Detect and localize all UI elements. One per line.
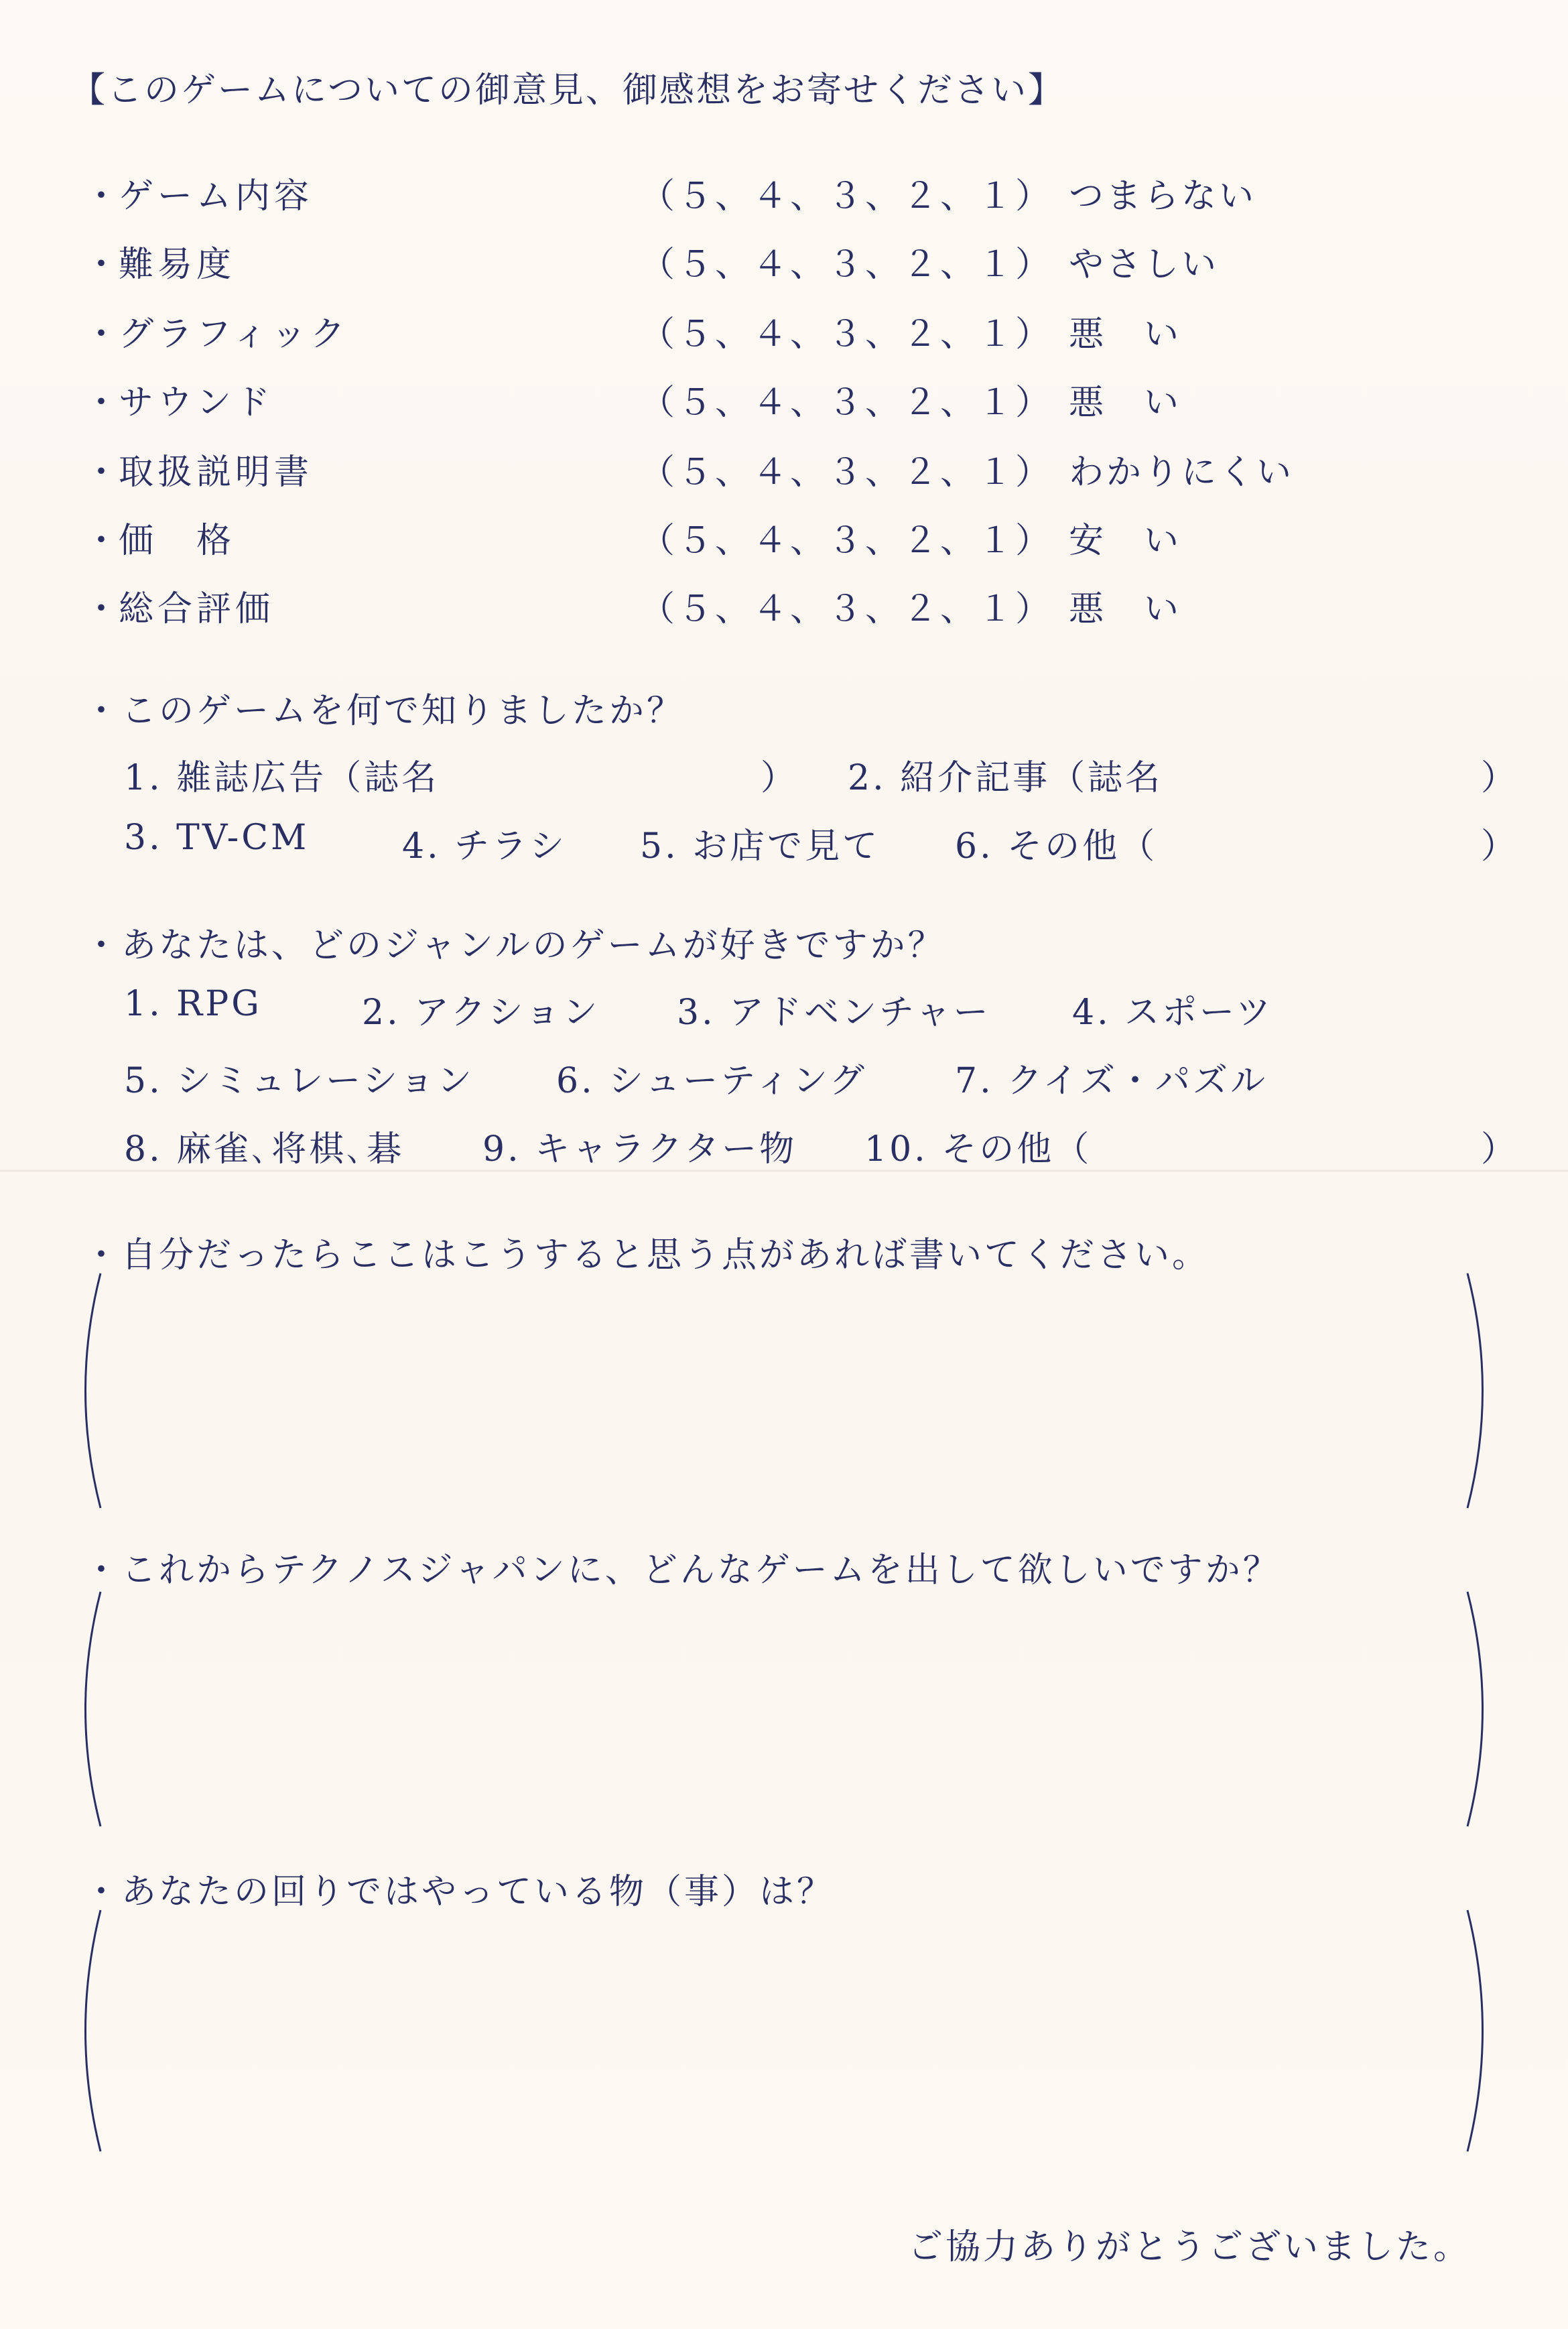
option-label: アクション	[414, 993, 600, 1033]
bullet: ・	[84, 383, 119, 423]
option-label: 雑誌広告（誌名	[176, 758, 440, 798]
bullet: ・	[84, 589, 119, 629]
genre-option-sports[interactable]	[1072, 984, 1273, 1034]
bullet: ・	[84, 521, 119, 561]
genre-option-simulation[interactable]	[124, 1052, 474, 1103]
rating-scale[interactable]: （５、４、３、２、１）	[640, 245, 1053, 285]
rating-category: 総合評価	[119, 589, 275, 629]
option-number: 1.	[124, 758, 163, 798]
rating-right-label: 悪 い	[1069, 383, 1182, 423]
option-label: シューティング	[608, 1061, 867, 1101]
rating-scale[interactable]: （５、４、３、２、１）	[640, 176, 1053, 216]
source-option-other[interactable]	[955, 818, 1157, 868]
rating-category: 価 格	[119, 521, 236, 561]
rating-category: ゲーム内容	[119, 176, 314, 216]
paren-close: ）	[761, 758, 796, 798]
rating-scale[interactable]: （５、４、３、２、１）	[640, 314, 1053, 355]
option-label: お店で見て	[692, 826, 880, 867]
rating-category: 難易度	[119, 245, 236, 285]
option-number: 5.	[124, 1061, 163, 1101]
option-label: 麻雀､将棋､碁	[176, 1129, 405, 1170]
rating-scale[interactable]: （５、４、３、２、１）	[640, 521, 1053, 561]
rating-right-label: 安 い	[1069, 521, 1182, 561]
option-number: 5.	[640, 826, 679, 867]
question-wishes: ・これからテクノスジャパンに、どんなゲームを出して欲しいですか？	[84, 1550, 1281, 1590]
genre-option-character[interactable]	[482, 1121, 797, 1171]
genre-option-shooting[interactable]	[556, 1052, 867, 1103]
genre-option-quiz-puzzle[interactable]	[955, 1052, 1268, 1103]
answer-box-left-bracket	[67, 1907, 107, 2155]
option-number: 1.	[124, 984, 163, 1024]
option-number: 2.	[848, 758, 887, 798]
option-number: 3.	[124, 818, 163, 858]
option-number: 3.	[677, 993, 716, 1033]
question-genre: ・あなたは、どのジャンルのゲームが好きですか？	[84, 926, 945, 966]
thank-you-note: ご協力ありがとうございました。	[908, 2227, 1472, 2267]
bullet: ・	[84, 245, 119, 285]
genre-option-adventure[interactable]	[677, 984, 991, 1034]
question-source: ・このゲームを何で知りましたか？	[84, 691, 685, 731]
rating-right-label: わかりにくい	[1069, 452, 1295, 493]
option-label: チラシ	[454, 826, 568, 867]
option-number: 6.	[955, 826, 994, 867]
paren-close: ）	[1481, 826, 1516, 867]
source-option-tvcm[interactable]	[124, 818, 309, 858]
source-option-in-store[interactable]	[640, 818, 880, 868]
option-number: 10.	[864, 1129, 928, 1170]
bullet: ・	[84, 314, 119, 355]
answer-box-left-bracket	[67, 1588, 107, 1830]
source-option-magazine-ad[interactable]	[124, 749, 439, 800]
option-number: 8.	[124, 1129, 163, 1170]
question-improvements: ・自分だったらここはこうすると思う点があれば書いてください。	[84, 1235, 1210, 1275]
genre-option-other[interactable]	[864, 1121, 1092, 1171]
genre-option-rpg[interactable]	[124, 984, 262, 1024]
question-trends: ・あなたの回りではやっている物（事）は？	[84, 1872, 835, 1912]
rating-right-label: つまらない	[1069, 176, 1257, 216]
survey-title: 【このゲームについての御意見、御感想をお寄せください】	[70, 70, 1065, 111]
option-number: 6.	[556, 1061, 595, 1101]
option-number: 4.	[1072, 993, 1111, 1033]
option-number: 9.	[482, 1129, 521, 1170]
answer-area-wishes[interactable]	[114, 1595, 1454, 1823]
rating-category: 取扱説明書	[119, 452, 314, 493]
rating-scale[interactable]: （５、４、３、２、１）	[640, 589, 1053, 629]
bullet: ・	[84, 176, 119, 216]
option-label: 紹介記事（誌名	[900, 758, 1163, 798]
option-label: RPG	[176, 984, 262, 1024]
option-label: TV-CM	[176, 818, 310, 858]
option-label: スポーツ	[1124, 993, 1274, 1033]
source-option-flyer[interactable]	[402, 818, 567, 868]
option-number: 4.	[402, 826, 441, 867]
option-label: その他（	[1007, 826, 1158, 867]
rating-right-label: やさしい	[1069, 245, 1220, 285]
paren-close: ）	[1481, 1129, 1516, 1170]
rating-right-label: 悪 い	[1069, 314, 1182, 355]
answer-box-right-bracket	[1461, 1907, 1501, 2155]
bullet: ・	[84, 452, 119, 493]
source-option-article[interactable]	[848, 749, 1163, 800]
option-number: 2.	[362, 993, 401, 1033]
option-label: その他（	[941, 1129, 1092, 1170]
answer-box-left-bracket	[67, 1270, 107, 1511]
rating-scale[interactable]: （５、４、３、２、１）	[640, 383, 1053, 423]
option-label: シミュレーション	[176, 1061, 475, 1101]
rating-scale[interactable]: （５、４、３、２、１）	[640, 452, 1053, 493]
option-label: キャラクター物	[535, 1129, 797, 1170]
answer-area-trends[interactable]	[114, 1913, 1454, 2148]
rating-category: グラフィック	[119, 314, 349, 355]
answer-box-right-bracket	[1461, 1270, 1501, 1511]
rating-right-label: 悪 い	[1069, 589, 1182, 629]
option-label: アドベンチャー	[729, 993, 991, 1033]
answer-box-right-bracket	[1461, 1588, 1501, 1830]
option-label: クイズ・パズル	[1007, 1061, 1268, 1101]
answer-area-improvements[interactable]	[114, 1277, 1454, 1505]
paren-close: ）	[1481, 758, 1516, 798]
option-number: 7.	[955, 1061, 994, 1101]
genre-option-mahjong-shogi-go[interactable]	[124, 1121, 404, 1171]
rating-category: サウンド	[119, 383, 275, 423]
genre-option-action[interactable]	[362, 984, 600, 1034]
